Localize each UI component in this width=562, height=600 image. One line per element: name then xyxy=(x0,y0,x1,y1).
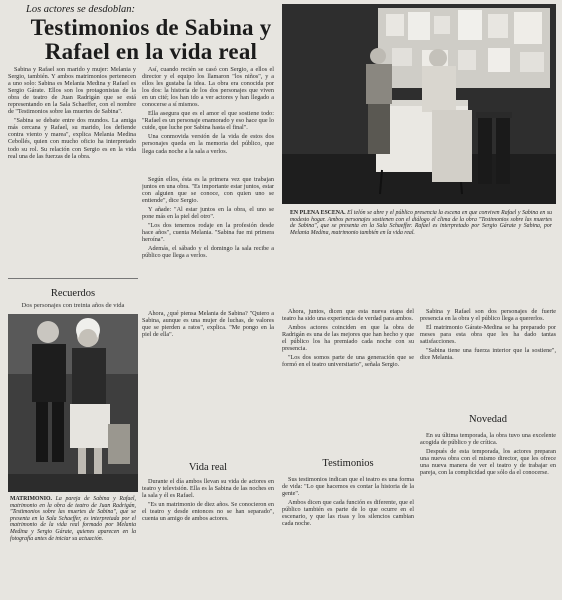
paragraph: Después de esta temporada, los actores preparan una nueva obra con el mismo director, que les ofrece una nueva manera de ver el teatro y de trabajar en pareja, con la complicidad que sólo da el conocerse. xyxy=(420,448,556,477)
paragraph: Además, el sábado y el domingo la sala recibe a público que llega a verlos. xyxy=(142,245,274,260)
paragraph: Ahora, juntos, dicen que esta nueva etapa del teatro ha sido una experiencia de verdad para ambos. xyxy=(282,308,414,323)
paragraph: Sus testimonios indican que el teatro es una forma de vida: "Lo que hacemos es contar la historia de la gente". xyxy=(282,476,414,498)
paragraph: Ambos dicen que cada función es diferente, que el público también es parte de lo que ocurre en el escenario, y que las risas y los silencios cambian cada noche. xyxy=(282,499,414,528)
kicker: Los actores se desdoblan: xyxy=(26,4,135,15)
paragraph: "Los dos somos parte de una generación que se formó en el teatro universitario", señala Sergio. xyxy=(282,354,414,369)
section-subheading: Dos personajes con treinta años de vida xyxy=(21,302,125,309)
section-heading-recuerdos: Recuerdos xyxy=(50,288,96,299)
paragraph: Sabina y Rafael son marido y mujer: Melania y Sergio, también. Y ambos matrimonios pertenecen a uno solo: Sabina es Melania Medina y Rafael es Sergio Gárate. Ellos son los protagonistas de la obra de teatro de Juan Radrigán que se está representando en la Sala Schaeffer, con el nombre de "Testimonios sobre las muertes de Sabina". xyxy=(8,66,136,116)
caption-text: El telón se abre y el público presencia la escena en que conviven Rafael y Sabina en su modesto hogar. Ambos personajes sostienen con el diálogo el clima de la obra "Testimonios sobre las muertes de Sabina", que se presenta en la Sala Schaeffer. Rafael es interpretado por Sergio Gárate y Sabina, por Melania Medina, matrimonio también en la vida real. xyxy=(290,210,553,236)
paragraph: El matrimonio Gárate-Medina se ha preparado por meses para esta obra que les ha dado tantas satisfacciones. xyxy=(420,324,556,346)
paragraph: Ahora, ¿qué piensa Melania de Sabina? "Quiero a Sabina, aunque es una mujer de luchas, de valores que se pierden a ratos", explica. "Me pongo en la piel de ella". xyxy=(142,310,274,339)
vida-real-text xyxy=(142,478,274,596)
paragraph: Así, cuando recién se casó con Sergio, a ellos el director y el equipo los llamaron "los niños", y a ellos les gustaba la idea. La obra era conocida por los dos: la historia de los dos personajes que viven en un cité; los han ido a ver actores y han llegado a conocerse a sí mismos. xyxy=(142,66,274,109)
paragraph: Sabina y Rafael son dos personajes de fuerte presencia en la obra y el público llega a quererlos. xyxy=(420,308,556,323)
paragraph: "Los dos tenemos rodaje en la profesión desde hace años", cuenta Melania. "Sabina fue mi primera heroína". xyxy=(142,222,274,244)
headline: Testimonios de Sabina y Rafael en la vida real xyxy=(30,15,272,64)
stage-photo-caption xyxy=(290,210,552,276)
section-divider xyxy=(8,278,138,279)
section-heading-vida-real: Vida real xyxy=(188,462,228,473)
novedad-text xyxy=(420,432,556,596)
section-heading-testimonios: Testimonios xyxy=(322,458,374,469)
paragraph: Durante el día ambos llevan su vida de actores en teatro y televisión. Ella es la Sabina de las noches en la sala y él es Rafael. xyxy=(142,478,274,500)
paragraph: Y añade: "Al estar juntos en la obra, el uno se pone más en la piel del otro". xyxy=(142,206,274,221)
article-column-1 xyxy=(8,66,136,272)
couple-photo-caption xyxy=(10,496,136,596)
caption-text: La pareja de Sabina y Rafael, matrimonio en la obra de teatro de Juan Radrigán, "Testimonios sobre las muertes de Sabina", que se presenta en la Sala Schaeffer, es interpretada por el matrimonio de la vida real formado por Melania Medina y Sergio Gárate, quienes aparecen en la fotografía antes de iniciar su actuación. xyxy=(10,496,136,542)
paragraph: "Es un matrimonio de diez años. Se conocieron en el teatro y desde entonces no se han separado", cuenta un amigo de ambos actores. xyxy=(142,501,274,523)
paragraph: "Sabina se debate entre dos mundos. La amiga más cercana y Rafael, su marido, los defiende contra viento y marea", explica Melania Medina Cebollés, quien con mucho oficio ha interpretado todo su rol. Su relación con Sergio es en la vida real una de las fuerzas de la obra. xyxy=(8,117,136,160)
paragraph: Ambos actores coinciden en que la obra de Radrigán es una de las mejores que han hecho y que el público los ha premiado cada noche con su presencia. xyxy=(282,324,414,353)
stage-scene-photo xyxy=(282,4,556,204)
section-heading-novedad: Novedad xyxy=(469,414,507,425)
article-column-4 xyxy=(282,308,414,448)
article-column-2-lower xyxy=(142,310,274,452)
paragraph: Según ellos, ésta es la primera vez que trabajan juntos en una obra. "Es importante estar juntos, estar con alguien que se conoce, con quien uno se entiende", dice Sergio. xyxy=(142,176,274,205)
article-column-2-continued xyxy=(142,176,274,306)
stage-scene-illustration xyxy=(282,4,556,204)
paragraph: "Sabina tiene una fuerza interior que la sostiene", dice Melania. xyxy=(420,347,556,362)
couple-photo xyxy=(8,314,138,492)
paragraph: Una conmovida versión de la vida de estos dos personajes queda en la memoria del público, que llega cada noche a la sala a verlos. xyxy=(142,133,274,155)
testimonios-text xyxy=(282,476,414,596)
couple-illustration xyxy=(8,314,138,492)
paragraph: En su última temporada, la obra tuvo una excelente acogida de público y de crítica. xyxy=(420,432,556,447)
caption-lead: MATRIMONIO. xyxy=(10,496,52,502)
article-column-5 xyxy=(420,308,556,406)
caption-lead: EN PLENA ESCENA. xyxy=(290,210,346,216)
paragraph: Ella asegura que es el amor el que sostiene todo: "Rafael es un personaje enamorado y eso hace que lo cuide, que luche por Sabina hasta el final". xyxy=(142,110,274,132)
article-column-2 xyxy=(142,66,274,172)
